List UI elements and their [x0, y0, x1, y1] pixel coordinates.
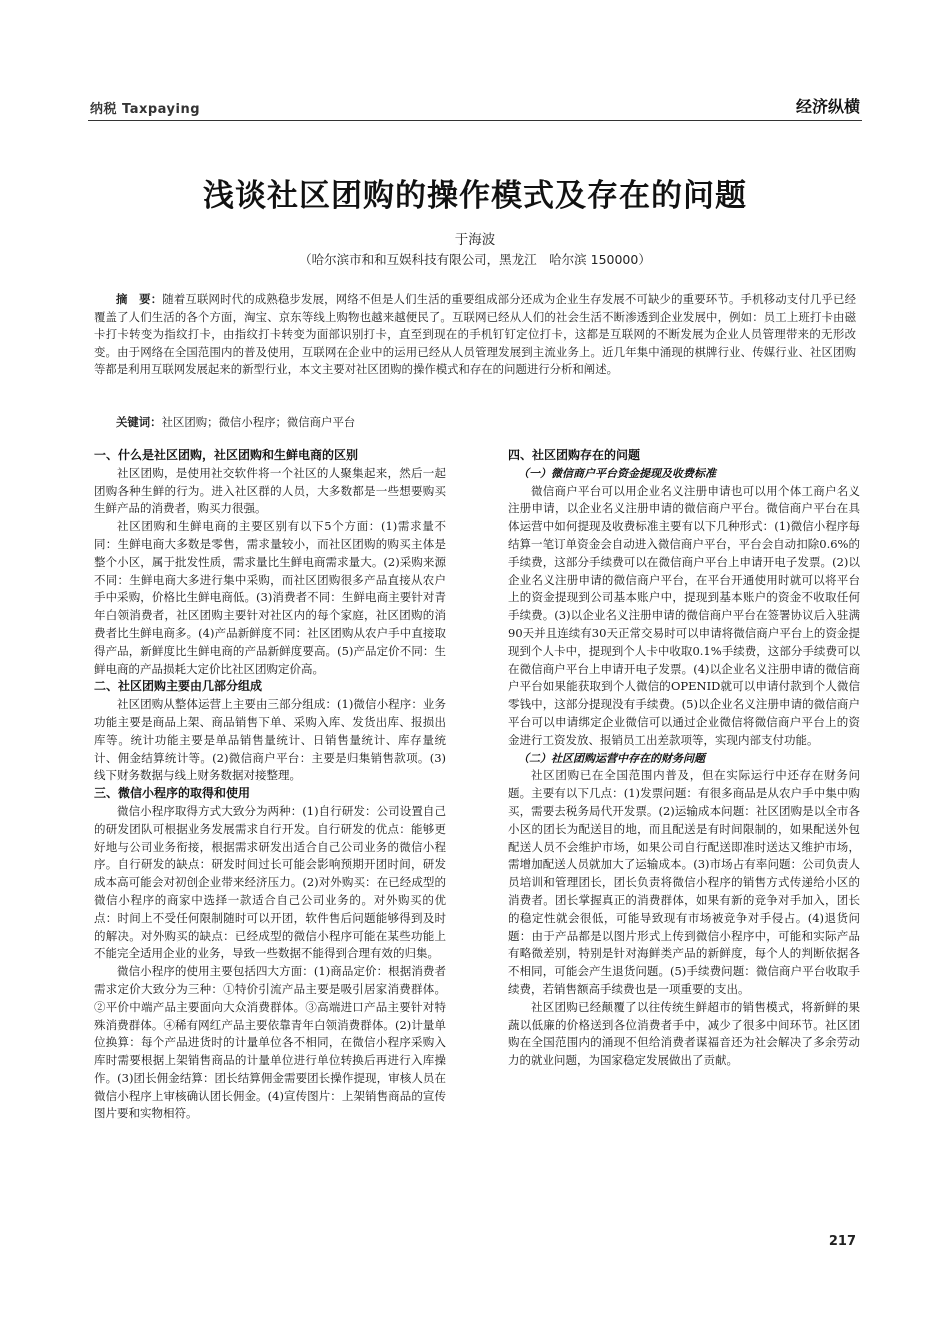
section-1-heading: 一、什么是社区团购，社区团购和生鲜电商的区别	[94, 448, 359, 462]
abstract	[94, 291, 856, 379]
keywords-text: 社区团购；微信小程序；微信商户平台	[161, 415, 356, 429]
section-4-paragraph-2: 社区团购已在全国范围内普及，但在实际运行中还存在财务问题。主要有以下几点：(1)发票问题：有很多商品是从农户手中集中购买，需要去税务局代开发票。(2)运输成本问题：社区团购是以全市各小区的团长为配送目的地，而且配送是有时间限制的，如果配送外包配送人员不会维护市场，如果公司自行配送即准时送达又维护市场，需增加配送人员就加大了运输成本。(3)市场占有率问题：公司负责人员培训和管理团长，团长负责将微信小程序的销售方式传递给小区的消费者。团长掌握真正的消费群体，如果有新的竞争对手加入，团长的稳定性就会很低，可能导致现有市场被竞争对手侵占。(4)退货问题：由于产品都是以图片形式上传到微信小程序中，可能和实际产品有略微差别，特别是针对海鲜类产品的新鲜度，每个人的判断依据各不相同，可能会产生退货问题。(5)手续费问题：微信商户平台收取手续费，若销售额高手续费也是一项重要的支出。	[508, 768, 860, 996]
left-column	[94, 447, 446, 1123]
section-4-subheading-2: （二）社区团购运营中存在的财务问题	[518, 751, 705, 765]
abstract-label: 摘 要：	[116, 292, 163, 306]
author-affiliation: （哈尔滨市和和互娱科技有限公司，黑龙江 哈尔滨 150000）	[299, 252, 651, 267]
section-4-paragraph-1: 微信商户平台可以用企业名义注册申请也可以用个体工商户名义注册申请，以企业名义注册申请的微信商户平台。微信商户平台在具体运营中如何提现及收费标准主要有以下几种形式：(1)微信小程序每结算一笔订单资金会自动进入微信商户平台，平台会自动扣除0.6%的手续费，这部分手续费可以在微信商户平台上申请开电子发票。(2)以企业名义注册申请的微信商户平台，在平台开通使用时就可以将平台上的资金提现到公司基本账户中，提现到基本账户的资金不收取任何手续费。(3)以企业名义注册申请的微信商户平台在签署协议后入驻满90天并且连续有30天正常交易时可以申请将微信商户平台上的资金提现到个人卡中，提现到个人卡中收取0.1%手续费，这部分手续费可以在微信商户平台上申请开电子发票。(4)以企业名义注册申请的微信商户平台如果能获取到个人微信的OPENID就可以申请付款到个人微信零钱中，这部分提现没有手续费。(5)以企业名义注册申请的微信商户平台可以申请绑定企业微信可以通过企业微信将微信商户平台上的资金进行工资发放、报销员工出差款项等，实现内部支付功能。	[508, 483, 860, 747]
section-3-heading: 三、微信小程序的取得和使用	[94, 786, 251, 801]
section-3-paragraph-2: 微信小程序的使用主要包括四大方面：(1)商品定价：根据消费者需求定价大致分为三种：①特价引流产品主要是吸引居家消费群体。②平价中端产品主要面向大众消费群体。③高端进口产品主要针对特殊消费群体。④稀有网红产品主要依靠青年白领消费群体。(2)计量单位换算：每个产品进货时的计量单位各不相同，在微信小程序采购入库时需要根据上架销售商品的计量单位进行单位转换后再进行入库操作。(3)团长佣金结算：团长结算佣金需要团长操作提现，审核人员在微信小程序上审核确认团长佣金。(4)宣传图片：上架销售商品的宣传图片要和实物相符。	[94, 964, 446, 1121]
section-2-heading: 二、社区团购主要由几部分组成	[94, 679, 263, 694]
section-name: 经济纵横	[795, 97, 860, 116]
page-number: 217	[828, 1234, 856, 1249]
right-column	[508, 447, 860, 1070]
section-4-paragraph-3: 社区团购已经颠覆了以往传统生鲜超市的销售模式，将新鲜的果蔬以低廉的价格送到各位消费者手中，减少了很多中间环节。社区团购在全国范围内的涌现不但给消费者谋福音还为社会解决了多余劳动力的就业问题，为国家稳定发展做出了贡献。	[508, 999, 860, 1068]
journal-name: 纳税 Taxpaying	[90, 102, 201, 117]
abstract-text: 随着互联网时代的成熟稳步发展，网络不但是人们生活的重要组成部分还成为企业生存发展不可缺少的重要环节。手机移动支付几乎已经覆盖了人们生活的各个方面，淘宝、京东等线上购物也越来越便民了。互联网已经从人们的社会生活不断渗透到企业发展中，例如：员工上班打卡由磁卡打卡转变为指纹打卡，由指纹打卡转变为面部识别打卡，直至到现在的手机钉钉定位打卡，这都是互联网的不断发展为企业人员管理带来的无形改变。由于网络在全国范围内的普及使用，互联网在企业中的运用已经从人员管理发展到主流业务上。近几年集中涌现的棋牌行业、传媒行业、社区团购等都是利用互联网发展起来的新型行业，本文主要对社区团购的操作模式和存在的问题进行分析和阐述。	[94, 292, 856, 376]
section-4-subheading-1: （一）微信商户平台资金提现及收费标准	[518, 466, 716, 480]
section-2-paragraph-1: 社区团购从整体运营上主要由三部分组成：(1)微信小程序：业务功能主要是商品上架、商品销售下单、采购入库、发货出库、报损出库等。统计功能主要是单品销售量统计、日销售量统计、库存量统计、佣金结算统计等。(2)微信商户平台：主要是归集销售款项。(3)线下财务数据与线上财务数据对接整理。	[94, 697, 446, 783]
keywords	[116, 414, 856, 431]
section-4-heading: 四、社区团购存在的问题	[508, 448, 641, 462]
header-rule	[88, 120, 862, 121]
section-3-paragraph-1: 微信小程序取得方式大致分为两种：(1)自行研发：公司设置自己的研发团队可根据业务发展需求自行开发。自行研发的优点：能够更好地与公司业务衔接，根据需求研发出适合自己公司业务的微信小程序。自行研发的缺点：研发时间过长可能会影响预期开团时间，研发成本高可能会对初创企业带来经济压力。(2)对外购买：在已经成型的微信小程序的商家中选择一款适合自己公司业务的。对外购买的优点：时间上不受任何限制随时可以开团，软件售后问题能够得到及时的解决。对外购买的缺点：已经成型的微信小程序可能在某些功能上不能完全适用企业的业务，导致一些数据不能得到合理有效的归集。	[94, 803, 446, 961]
section-1-paragraph-2: 社区团购和生鲜电商的主要区别有以下5个方面：(1)需求量不同：生鲜电商大多数是零售，需求量较小，而社区团购的购买主体是整个小区，属于批发性质，需求量比生鲜电商需求量大。(2)采购来源不同：生鲜电商大多进行集中采购，而社区团购很多产品直接从农户手中采购，价格比生鲜电商低。(3)消费者不同：生鲜电商主要针对青年白领消费者，社区团购主要针对社区内的每个家庭，社区团购的消费者比生鲜电商多。(4)产品新鲜度不同：社区团购从农户手中直接取得产品，新鲜度比生鲜电商的产品新鲜度要高。(5)产品定价不同：生鲜电商的产品损耗大定价比社区团购定价高。	[94, 519, 446, 676]
author-name: 于海波	[454, 232, 496, 248]
article-title: 浅谈社区团购的操作模式及存在的问题	[203, 178, 747, 214]
section-1-paragraph-1: 社区团购，是使用社交软件将一个社区的人聚集起来，然后一起团购各种生鲜的行为。进入社区群的人员，大多数都是一些想要购买生鲜产品的消费者，购买力很强。	[94, 465, 446, 516]
keywords-label: 关键词：	[116, 415, 162, 429]
